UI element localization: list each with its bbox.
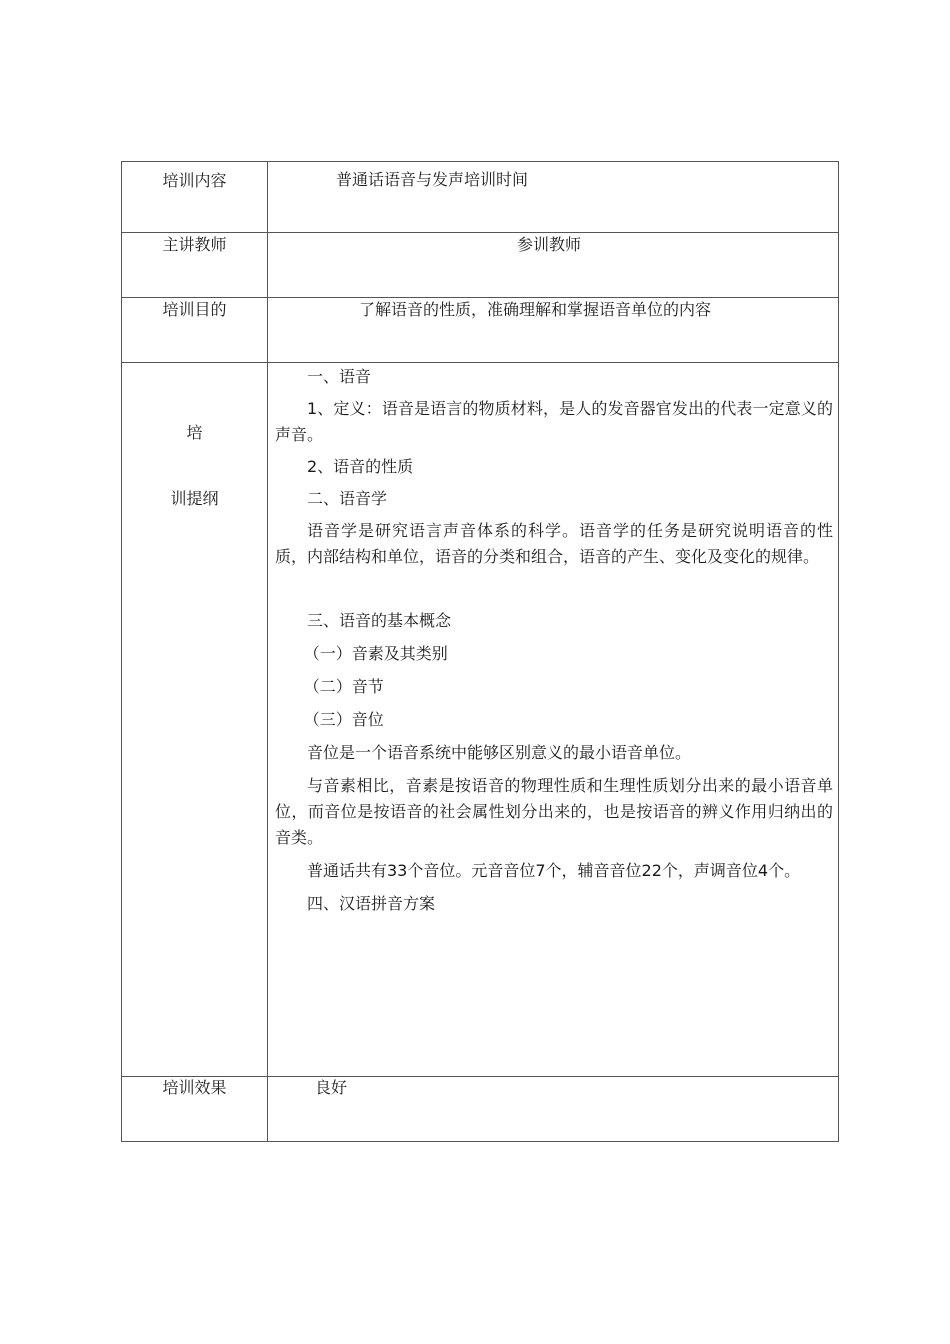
training-goal-value: 了解语音的性质，准确理解和掌握语音单位的内容 [359, 300, 712, 319]
training-content-value: 普通话语音与发声培训时间 [336, 170, 529, 189]
training-goal-label: 培训目的 [162, 300, 227, 319]
outline-paragraph: 音位是一个语音系统中能够区别意义的最小语音单位。 [307, 743, 692, 762]
outline-paragraph: 语音学是研究语言声音体系的科学。语音学的任务是研究说明语音的性质，内部结构和单位，语音的分类和组合，语音的产生、变化及变化的规律。 [275, 521, 833, 566]
outline-heading: 三、语音的基本概念 [307, 611, 452, 630]
training-outline [275, 364, 833, 917]
row-divider [122, 297, 838, 298]
row-divider [122, 232, 838, 233]
outline-subheading: （一）音素及其类别 [303, 644, 448, 663]
outline-label-line1: 培 [186, 423, 203, 442]
lecturer-label: 主讲教师 [162, 235, 227, 254]
outline-heading: 二、语音学 [307, 489, 388, 508]
column-divider [267, 162, 268, 1141]
training-effect-label: 培训效果 [162, 1078, 227, 1097]
outline-paragraph: 1、定义：语音是语言的物质材料，是人的发音器官发出的代表一定意义的声音。 [275, 399, 833, 444]
outline-heading: 一、语音 [307, 367, 372, 386]
outline-heading: 四、汉语拼音方案 [307, 894, 436, 913]
trainee-teacher-label: 参训教师 [517, 235, 582, 254]
outline-subheading: （二）音节 [303, 677, 384, 696]
outline-paragraph: 与音素相比，音素是按语音的物理性质和生理性质划分出来的最小语音单位，而音位是按语音的社会属性划分出来的，也是按语音的辨义作用归纳出的音类。 [275, 776, 833, 847]
training-content-label: 培训内容 [162, 171, 227, 190]
training-record-form [121, 161, 839, 1142]
outline-label-line2: 训提纲 [170, 489, 219, 508]
outline-subheading: （三）音位 [303, 710, 384, 729]
outline-paragraph: 普通话共有33个音位。元音音位7个，辅音音位22个，声调音位4个。 [307, 861, 801, 880]
row-divider [122, 362, 838, 363]
training-effect-value: 良好 [315, 1078, 348, 1097]
outline-heading: 2、语音的性质 [307, 457, 414, 476]
row-divider [122, 1076, 838, 1077]
